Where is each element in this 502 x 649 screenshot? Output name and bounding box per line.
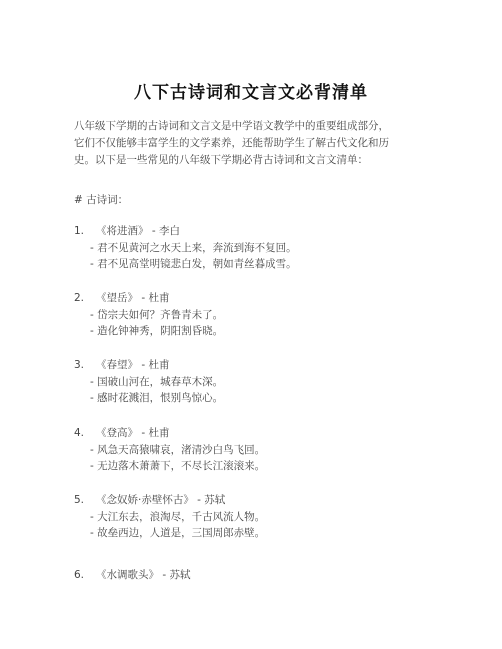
poem-item [74, 357, 454, 406]
poem-title: 《望岳》 - 杜甫 [96, 292, 170, 304]
poem-number: 5. [74, 494, 85, 506]
intro-paragraph [74, 118, 430, 169]
poem-heading [74, 492, 454, 509]
poem-number: 1. [74, 225, 85, 237]
poem-number: 2. [74, 292, 85, 304]
poem-title: 《水调歌头》 - 苏轼 [96, 569, 191, 581]
poem-title: 《念奴娇·赤壁怀古》 - 苏轼 [96, 494, 226, 506]
poem-line: - 感时花溅泪，恨别鸟惊心。 [90, 392, 224, 404]
intro-line: 史。以下是一些常见的八年级下学期必背古诗词和文言文清单： [74, 154, 368, 166]
poem-line: - 岱宗夫如何？齐鲁青未了。 [90, 309, 224, 321]
poem-heading [74, 290, 454, 307]
poem-heading [74, 223, 454, 240]
poem-line: - 造化钟神秀，阴阳割昏晓。 [90, 325, 224, 337]
poem-item [74, 223, 454, 272]
poem-line: - 君不见高堂明镜悲白发，朝如青丝暮成雪。 [90, 258, 297, 270]
intro-line: 它们不仅能够丰富学生的文学素养，还能帮助学生了解古代文化和历 [74, 137, 389, 149]
poem-heading [74, 425, 454, 442]
poem-title: 《登高》 - 杜甫 [96, 427, 170, 439]
poem-title: 《春望》 - 杜甫 [96, 359, 170, 371]
section-heading: # 古诗词： [74, 194, 129, 206]
poem-title: 《将进酒》 - 李白 [96, 225, 180, 237]
poem-line: - 大江东去，浪淘尽，千古风流人物。 [90, 511, 266, 523]
poem-item [74, 567, 454, 584]
poem-item [74, 425, 454, 474]
poem-line: - 风急天高猿啸哀，渚清沙白鸟飞回。 [90, 444, 266, 456]
poem-number: 4. [74, 427, 85, 439]
document-title: 八下古诗词和文言文必背清单 [134, 83, 368, 103]
poem-item [74, 492, 454, 541]
poem-item [74, 290, 454, 339]
poem-heading [74, 357, 454, 374]
poem-line: - 故垒西边，人道是，三国周郎赤壁。 [90, 527, 266, 539]
poem-heading [74, 567, 454, 584]
poem-number: 3. [74, 359, 85, 371]
intro-line: 八年级下学期的古诗词和文言文是中学语文教学中的重要组成部分， [74, 120, 389, 132]
poem-line: - 无边落木萧萧下，不尽长江滚滚来。 [90, 460, 266, 472]
poem-number: 6. [74, 569, 85, 581]
poem-line: - 君不见黄河之水天上来，奔流到海不复回。 [90, 242, 297, 254]
poem-line: - 国破山河在，城春草木深。 [90, 376, 224, 388]
